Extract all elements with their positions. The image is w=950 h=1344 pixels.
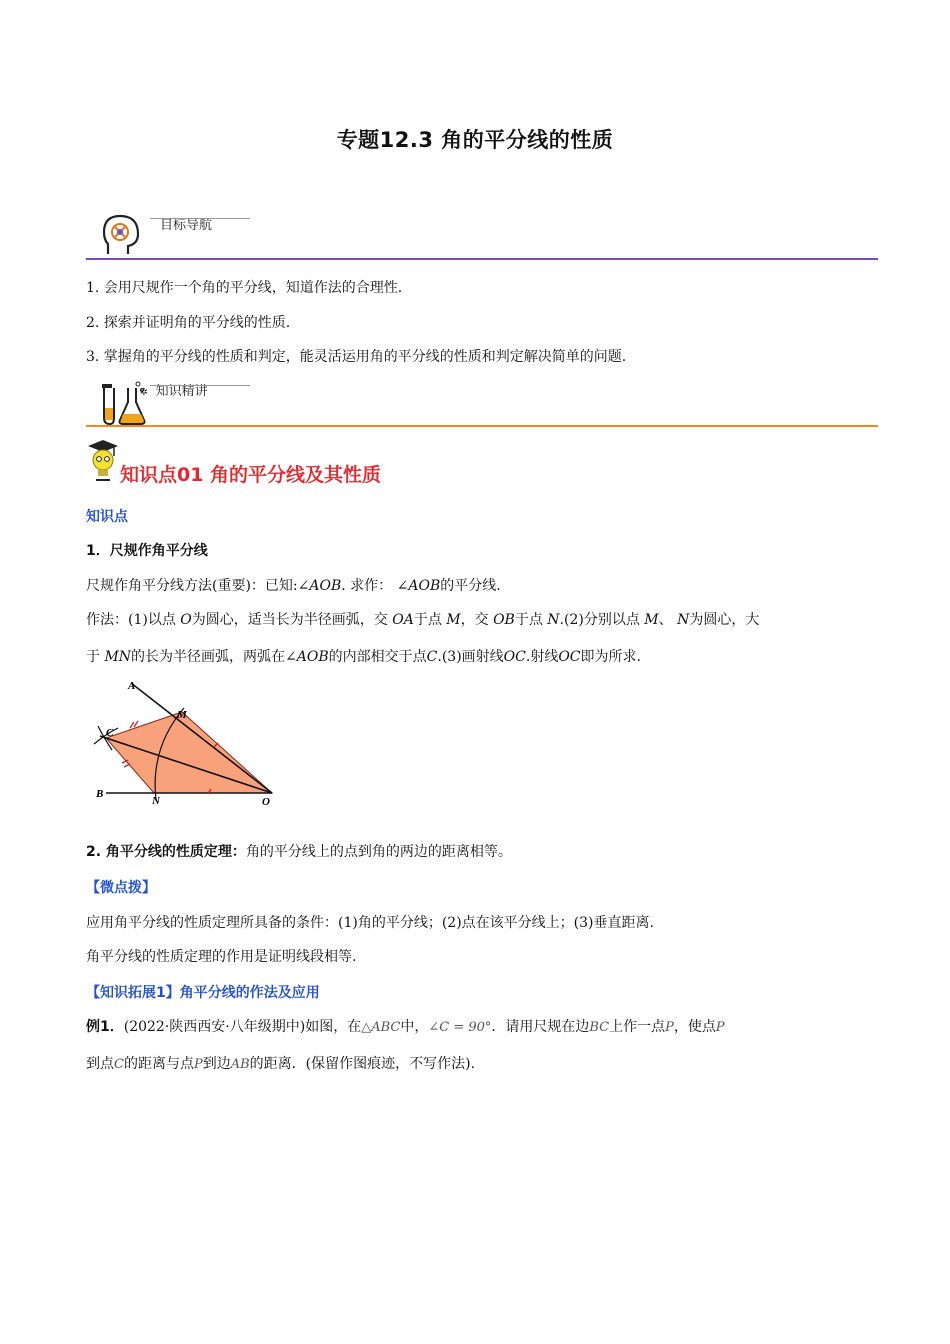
section-label-knowledge xyxy=(140,380,208,399)
item1-heading: 1．尺规作角平分线 xyxy=(86,543,208,559)
text-run: 为圆心，适当长为半径画弧，交 xyxy=(191,612,388,628)
text-run: ，使点 xyxy=(673,1019,716,1035)
text-run: .(3)画射线 xyxy=(437,649,504,665)
text-run: 于点 xyxy=(413,612,442,628)
section-label-underline xyxy=(150,385,250,386)
section-label-underline xyxy=(150,218,250,219)
example-line2 xyxy=(86,1054,475,1075)
math-var: OA xyxy=(392,612,414,628)
angle-bisector-diagram xyxy=(86,678,286,813)
text-run: 即为所求. xyxy=(580,649,641,665)
math-expr: △ABC xyxy=(361,1020,401,1035)
math-var: O xyxy=(180,612,192,628)
text-run: ．请用尺规在边 xyxy=(491,1019,590,1035)
text-run: ，交 xyxy=(460,612,489,628)
text-run: 的距离．(保留作图痕迹，不写作法). xyxy=(249,1056,476,1072)
math-var: OB xyxy=(493,612,515,628)
text-run: 、 xyxy=(658,612,673,628)
label-M: M xyxy=(177,709,187,721)
goal-item: 3. 掌握角的平分线的性质和判定，能灵活运用角的平分线的性质和判定解决简单的问题. xyxy=(86,349,627,365)
item2-text: 角的平分线上的点到角的两边的距离相等。 xyxy=(245,844,512,860)
goal-item: 2. 探索并证明角的平分线的性质. xyxy=(86,315,291,331)
extension-heading: 【知识拓展1】角平分线的作法及应用 xyxy=(86,985,320,1001)
text-run: 上作一点 xyxy=(609,1019,666,1035)
page-title: 专题12.3 角的平分线的性质 xyxy=(336,128,614,152)
math-expr: ∠C = 90° xyxy=(428,1020,492,1035)
text-run: 为圆心，大 xyxy=(689,612,760,628)
text-run: .(2)分别以点 xyxy=(559,612,640,628)
item1-method xyxy=(86,576,501,596)
text-run: 作法：(1)以点 xyxy=(86,612,176,628)
math-var: N xyxy=(547,612,560,628)
label-A: A xyxy=(128,680,136,692)
example-label: 例1． xyxy=(86,1019,124,1035)
text-run: .射线 xyxy=(525,649,559,665)
section-label-knowledge-text: 知识精讲 xyxy=(155,384,208,399)
text-run: . 求作： ∠ xyxy=(341,578,409,594)
tip-heading: 【微点拨】 xyxy=(86,880,156,896)
tip-line: 角平分线的性质定理的作用是证明线段相等. xyxy=(86,949,357,965)
math-expr: BC xyxy=(589,1020,610,1035)
label-O: O xyxy=(262,796,270,808)
math-var: M xyxy=(644,612,659,628)
text-run: 的长为半径画弧，两弧在∠ xyxy=(131,649,297,665)
construction-fill-quad xyxy=(106,712,272,793)
math-var: MN xyxy=(104,649,132,665)
text-run: 到点 xyxy=(86,1056,114,1072)
math-expr: P xyxy=(193,1057,203,1072)
math-var: AOB xyxy=(408,578,441,594)
example-line1 xyxy=(86,1017,725,1038)
head-brain-icon xyxy=(98,208,146,258)
math-var: AOB xyxy=(296,649,329,665)
text-run: 的平分线. xyxy=(440,578,501,594)
math-var: M xyxy=(446,612,461,628)
math-var: OC xyxy=(558,649,581,665)
section-divider-purple xyxy=(86,258,878,260)
text-run: (2022·陕西西安·八年级期中)如图，在 xyxy=(123,1019,362,1035)
label-C: C xyxy=(106,727,114,739)
math-expr: P xyxy=(665,1020,674,1035)
item1-steps-line2 xyxy=(86,647,641,667)
item2-heading: 2. 角平分线的性质定理： xyxy=(86,844,246,860)
text-run: 的距离与点 xyxy=(123,1056,194,1072)
math-var: AOB xyxy=(309,578,342,594)
goal-item: 1. 会用尺规作一个角的平分线，知道作法的合理性. xyxy=(86,280,403,296)
label-N: N xyxy=(152,795,160,807)
text-run: 于点 xyxy=(514,612,543,628)
math-expr: P xyxy=(715,1020,725,1035)
kp-heading: 知识点 xyxy=(86,509,128,525)
item2-line xyxy=(86,842,512,862)
section-label-goals: 目标导航 xyxy=(160,218,213,233)
math-var: N xyxy=(677,612,690,628)
knowledge-point-title: 知识点01 角的平分线及其性质 xyxy=(120,464,382,486)
item1-steps-line1 xyxy=(86,610,759,630)
text-run: 到边 xyxy=(202,1056,231,1072)
graduate-bulb-icon xyxy=(84,436,122,482)
label-B: B xyxy=(96,788,104,800)
math-var: OC xyxy=(503,649,526,665)
math-expr: C xyxy=(114,1057,124,1072)
text-run: 的内部相交于点 xyxy=(328,649,427,665)
math-expr: AB xyxy=(230,1057,250,1072)
text-run: 中， xyxy=(400,1019,429,1035)
gear-icon: ✲ xyxy=(140,384,156,399)
text-run: 于 xyxy=(86,649,100,665)
tip-line: 应用角平分线的性质定理所具备的条件：(1)角的平分线；(2)点在该平分线上；(3)垂直距离. xyxy=(86,915,654,931)
math-var: C xyxy=(426,649,438,665)
section-divider-orange xyxy=(86,425,878,427)
text-run: 尺规作角平分线方法(重要)：已知:∠ xyxy=(86,578,310,594)
